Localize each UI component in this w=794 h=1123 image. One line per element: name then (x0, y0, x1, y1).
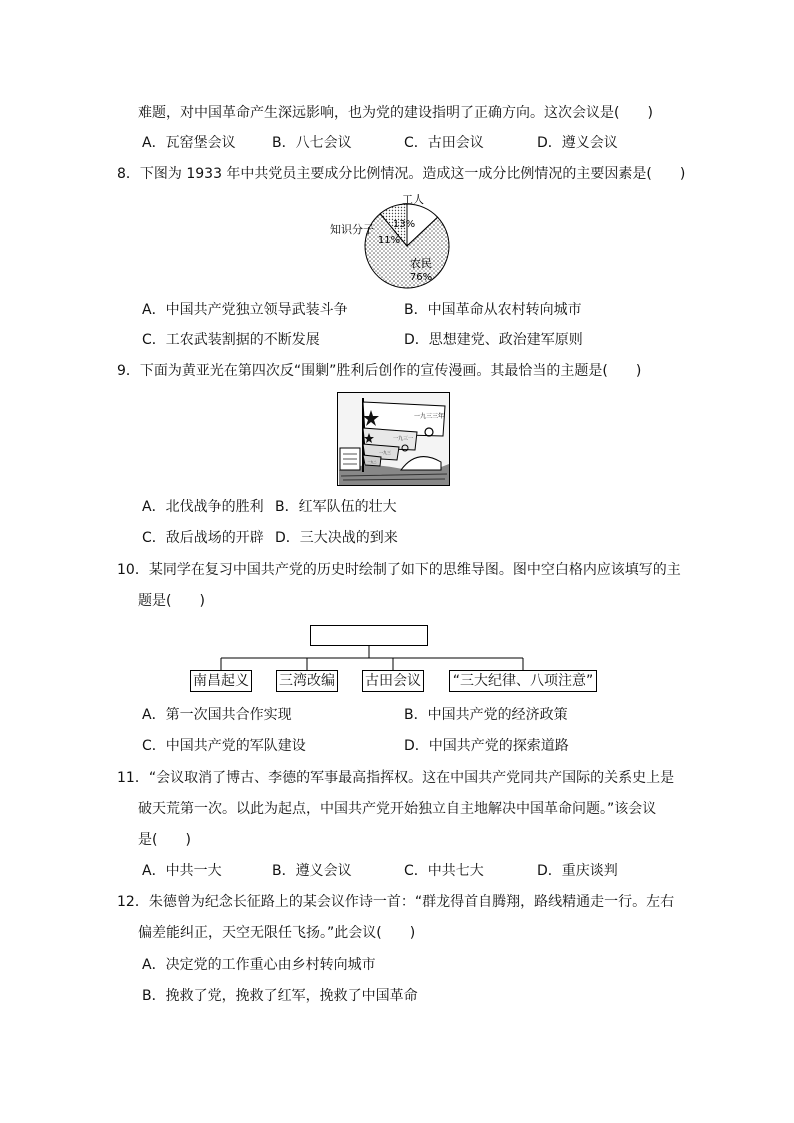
mindmap-box-nanchang: 南昌起义 (190, 670, 252, 692)
q7-option-c[interactable]: C．古田会议 (404, 135, 484, 151)
q10-stem-line2: 题是( ) (138, 593, 205, 609)
q9-option-a[interactable]: A．北伐战争的胜利 (142, 499, 264, 515)
cartoon-text-1933: 一九三三年 (413, 413, 445, 420)
q7-option-a[interactable]: A．瓦窑堡会议 (142, 135, 236, 151)
mindmap-box-gutian: 古田会议 (362, 670, 424, 692)
pie-label-peasants: 农民 (410, 257, 432, 270)
q9-stem: 9．下面为黄亚光在第四次反“围剿”胜利后创作的宣传漫画。其最恰当的主题是( ) (117, 363, 642, 379)
q12-stem-line2: 偏差能纠正，天空无限任飞扬。”此会议( ) (138, 925, 416, 941)
mindmap-box-sanwan: 三湾改编 (276, 670, 338, 692)
q7-option-b[interactable]: B．八七会议 (272, 135, 352, 151)
q11-option-a[interactable]: A．中共一大 (142, 863, 222, 879)
mindmap-box-discipline: “三大纪律、八项注意” (449, 670, 597, 692)
q10-option-b[interactable]: B．中国共产党的经济政策 (404, 707, 568, 723)
q9-option-b[interactable]: B．红军队伍的壮大 (275, 499, 397, 515)
pie-label-workers: 工人 (402, 193, 424, 206)
q9-option-c[interactable]: C．敌后战场的开辟 (142, 530, 264, 546)
cartoon-text-1931: 一九三一 (392, 436, 414, 442)
q10-option-d[interactable]: D．中国共产党的探索道路 (404, 738, 569, 754)
q11-option-b[interactable]: B．遵义会议 (272, 863, 352, 879)
q8-option-a[interactable]: A．中国共产党独立领导武装斗争 (142, 302, 348, 318)
propaganda-cartoon (337, 392, 450, 486)
pie-value-workers: 13% (392, 219, 416, 230)
pie-value-peasants: 76% (409, 272, 433, 283)
q8-option-d[interactable]: D．思想建党、政治建军原则 (404, 332, 583, 348)
q11-option-d[interactable]: D．重庆谈判 (537, 863, 618, 879)
q8-option-b[interactable]: B．中国革命从农村转向城市 (404, 302, 582, 318)
q12-option-b[interactable]: B．挽救了党，挽救了红军，挽救了中国革命 (142, 988, 418, 1004)
q8-stem: 8．下图为 1933 年中共党员主要成分比例情况。造成这一成分比例情况的主要因素是( ) (117, 166, 686, 182)
q11-option-c[interactable]: C．中共七大 (404, 863, 484, 879)
mindmap-blank-box[interactable] (310, 625, 428, 646)
pie-chart (325, 188, 465, 293)
q9-option-d[interactable]: D．三大决战的到来 (275, 530, 398, 546)
q7-stem: 难题，对中国革命产生深远影响，也为党的建设指明了正确方向。这次会议是( ) (138, 105, 653, 121)
q12-stem-line1: 12．朱德曾为纪念长征路上的某会议作诗一首：“群龙得首自腾翔，路线精通走一行。左右 (117, 894, 675, 910)
q11-stem-line3: 是( ) (138, 832, 191, 848)
pie-label-intellectuals: 知识分子 (330, 223, 374, 236)
q11-stem-line1: 11．“会议取消了博古、李德的军事最高指挥权。这在中国共产党同共产国际的关系史上是 (117, 770, 675, 786)
q10-option-a[interactable]: A．第一次国共合作实现 (142, 707, 292, 723)
q12-option-a[interactable]: A．决定党的工作重心由乡村转向城市 (142, 957, 376, 973)
q10-stem-line1: 10．某同学在复习中国共产党的历史时绘制了如下的思维导图。图中空白格内应该填写的主 (117, 562, 681, 578)
q11-stem-line2: 破天荒第一次。以此为起点，中国共产党开始独立自主地解决中国革命问题。”该会议 (138, 801, 657, 817)
q10-option-c[interactable]: C．中国共产党的军队建设 (142, 738, 306, 754)
pie-value-intellectuals: 11% (377, 235, 401, 246)
mindmap-connectors (180, 646, 620, 670)
cartoon-text-1929: 一九二 (367, 460, 377, 464)
cartoon-text-1930: 一九三 (379, 450, 391, 455)
q7-option-d[interactable]: D．遵义会议 (537, 135, 618, 151)
q8-option-c[interactable]: C．工农武装割据的不断发展 (142, 332, 320, 348)
